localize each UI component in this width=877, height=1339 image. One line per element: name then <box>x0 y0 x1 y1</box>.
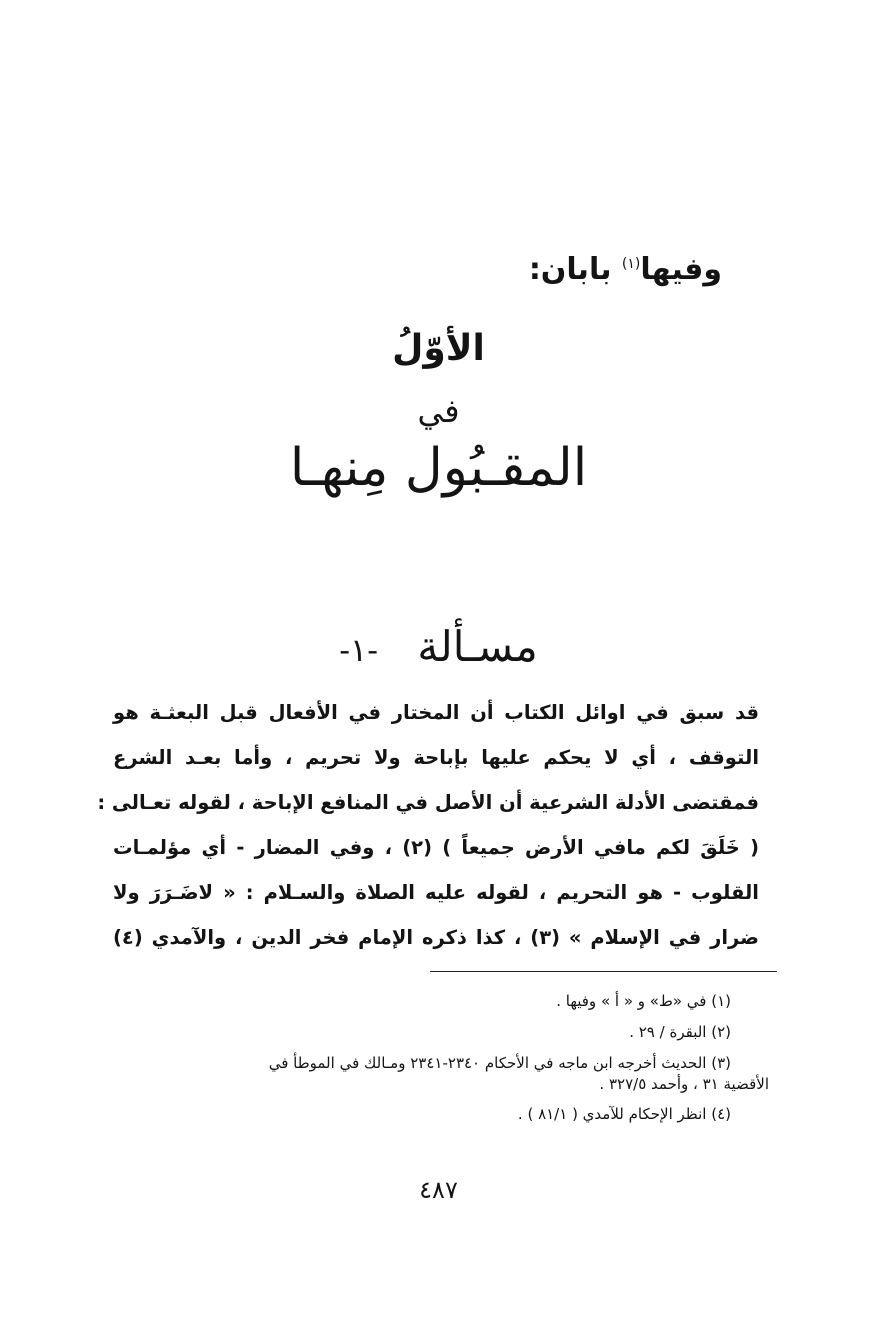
body-paragraph <box>97 690 759 960</box>
footnote-3-continued: الأقضية ٣١ ، وأحمد ٣٢٧/٥ . <box>599 1075 769 1093</box>
footnote-ref-1: (١) <box>621 256 641 272</box>
body-line: قد سبق في اوائل الكتاب أن المختار في الأفعال قبل البعثـة هو <box>113 701 759 724</box>
issue-title: مسـألة <box>417 622 538 671</box>
section-intro <box>529 252 722 287</box>
chapter-title: المقـبُول مِنهـا <box>289 438 588 498</box>
footnotes <box>113 986 769 1130</box>
issue-number: -١- <box>339 631 379 669</box>
body-line: ( خَلَقَ لكم مافي الأرض جميعاً ) (٢) ، وفي المضار - أي مؤلمـات <box>113 836 759 859</box>
body-line: القلوب - هو التحريم ، لقوله عليه الصلاة والسـلام : « لاضَـرَرَ ولا <box>113 881 759 904</box>
footnote-separator <box>430 971 777 972</box>
chapter-preposition: في <box>417 392 460 430</box>
footnote-3: (٣) الحديث أخرجه ابن ماجه في الأحكام ٢٣٤٠-٢٣٤١ ومـالك في الموطأ في <box>268 1054 731 1072</box>
body-line: ضرار في الإسلام » (٣) ، كذا ذكره الإمام فخر الدين ، والآمدي (٤) <box>113 926 759 949</box>
intro-text-tail: بابان: <box>528 252 622 287</box>
body-line: فمقتضى الأدلة الشرعية أن الأصل في المنافع الإباحة ، لقوله تعـالى : <box>97 791 759 814</box>
body-line: التوقف ، أي لا يحكم عليها بإباحة ولا تحريم ، وأما بعـد الشرع <box>113 746 759 769</box>
footnote-4: (٤) انظر الإحكام للآمدي ( ٨١/١ ) . <box>517 1105 731 1123</box>
chapter-ordinal: الأوّلُ <box>392 328 485 369</box>
footnote-2: (٢) البقرة / ٢٩ . <box>629 1023 731 1041</box>
intro-text: وفيها <box>640 252 722 287</box>
issue-heading <box>0 622 877 671</box>
page-number: ٤٨٧ <box>419 1176 458 1204</box>
footnote-1: (١) في «ط» و « أ » وفيها . <box>556 992 731 1010</box>
